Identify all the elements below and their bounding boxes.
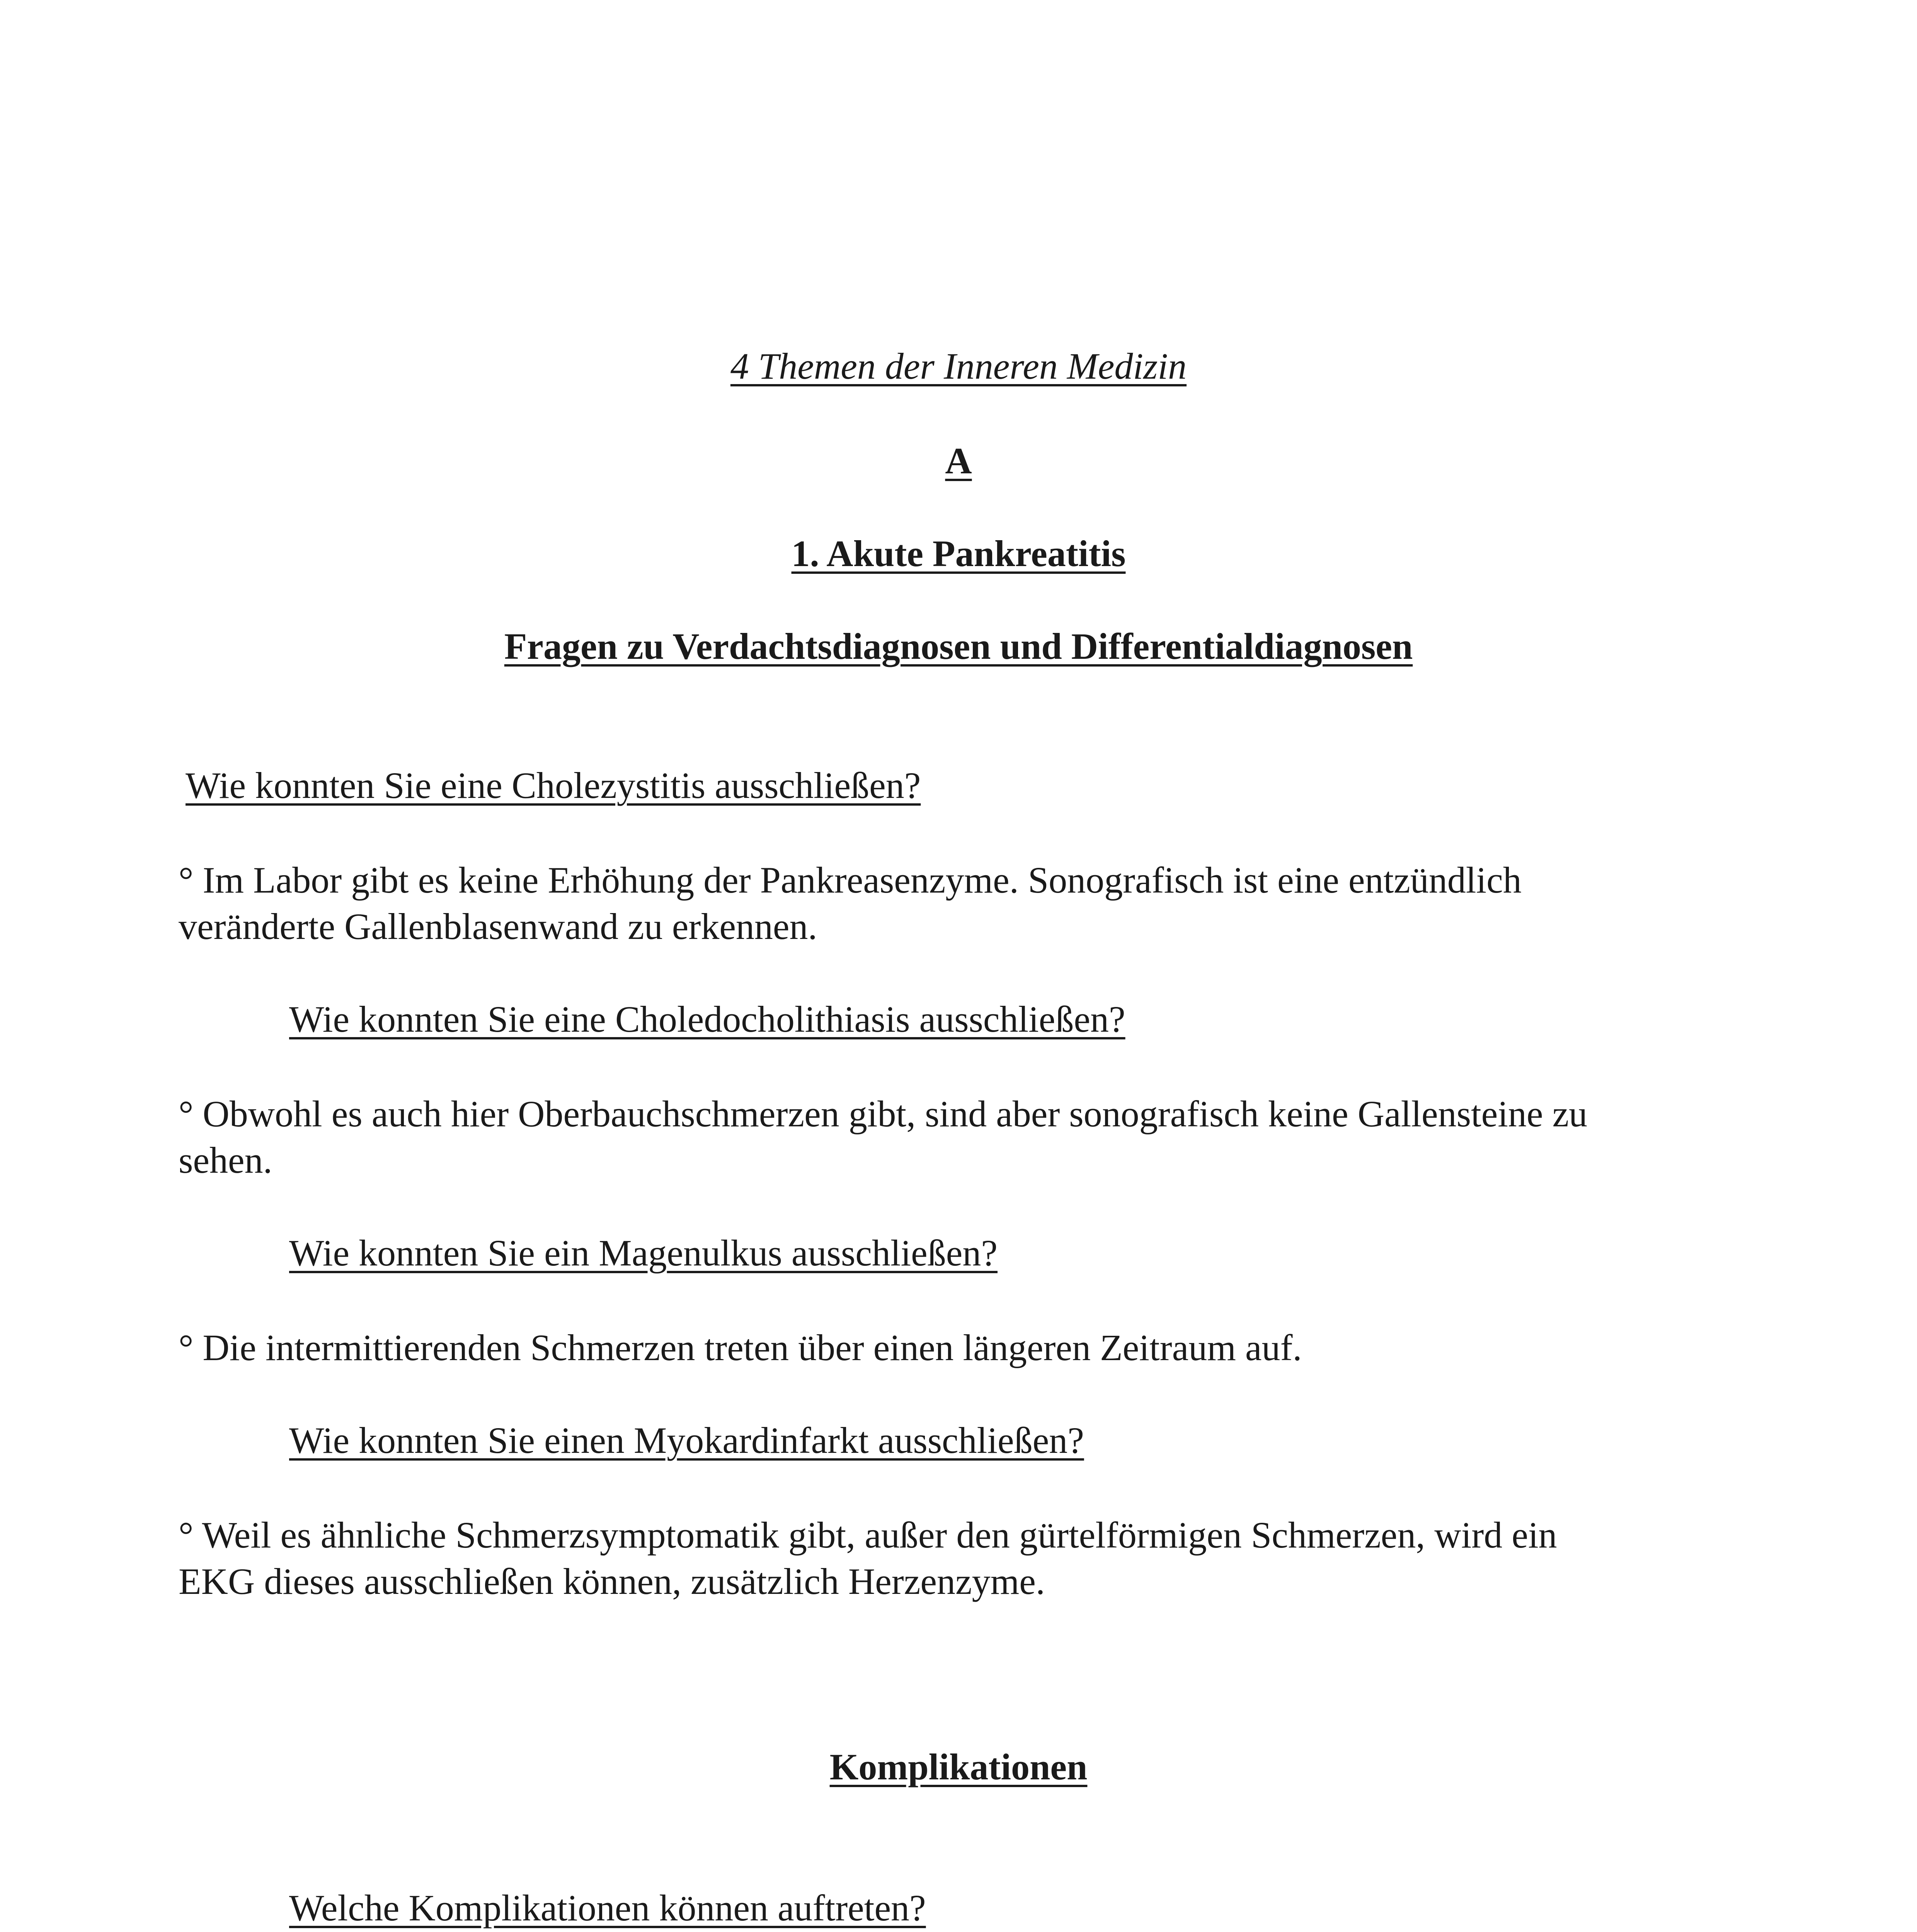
question-4: Wie konnten Sie einen Myokardinfarkt ausschließen? [289, 1420, 1084, 1461]
question-1: Wie konnten Sie eine Cholezystitis ausschließen? [186, 765, 921, 806]
section-letter: A [945, 440, 972, 481]
answer-2-line-2: sehen. [179, 1139, 272, 1181]
subsection-title: Fragen zu Verdachtsdiagnosen und Differentialdiagnosen [504, 626, 1413, 667]
document-title: 4 Themen der Inneren Medizin [730, 345, 1187, 387]
question-2: Wie konnten Sie eine Choledocholithiasis ausschließen? [289, 998, 1125, 1040]
topic-title: 1. Akute Pankreatitis [791, 533, 1126, 574]
answer-1-line-1: ° Im Labor gibt es keine Erhöhung der Pankreasenzyme. Sonografisch ist eine entzündlich [179, 859, 1522, 901]
answer-2-line-1: ° Obwohl es auch hier Oberbauchschmerzen gibt, sind aber sonografisch keine Gallensteine zu [179, 1093, 1588, 1134]
answer-3-line-1: ° Die intermittierenden Schmerzen treten über einen längeren Zeitraum auf. [179, 1327, 1302, 1368]
answer-4-line-1: ° Weil es ähnliche Schmerzsymptomatik gibt, außer den gürtelförmigen Schmerzen, wird ein [179, 1514, 1557, 1556]
complications-heading: Komplikationen [829, 1746, 1088, 1787]
answer-4-line-2: EKG dieses ausschließen können, zusätzlich Herzenzyme. [179, 1561, 1045, 1602]
complications-question: Welche Komplikationen können auftreten? [289, 1887, 926, 1929]
question-3: Wie konnten Sie ein Magenulkus ausschließen? [289, 1232, 998, 1274]
answer-1-line-2: veränderte Gallenblasenwand zu erkennen. [179, 906, 817, 947]
